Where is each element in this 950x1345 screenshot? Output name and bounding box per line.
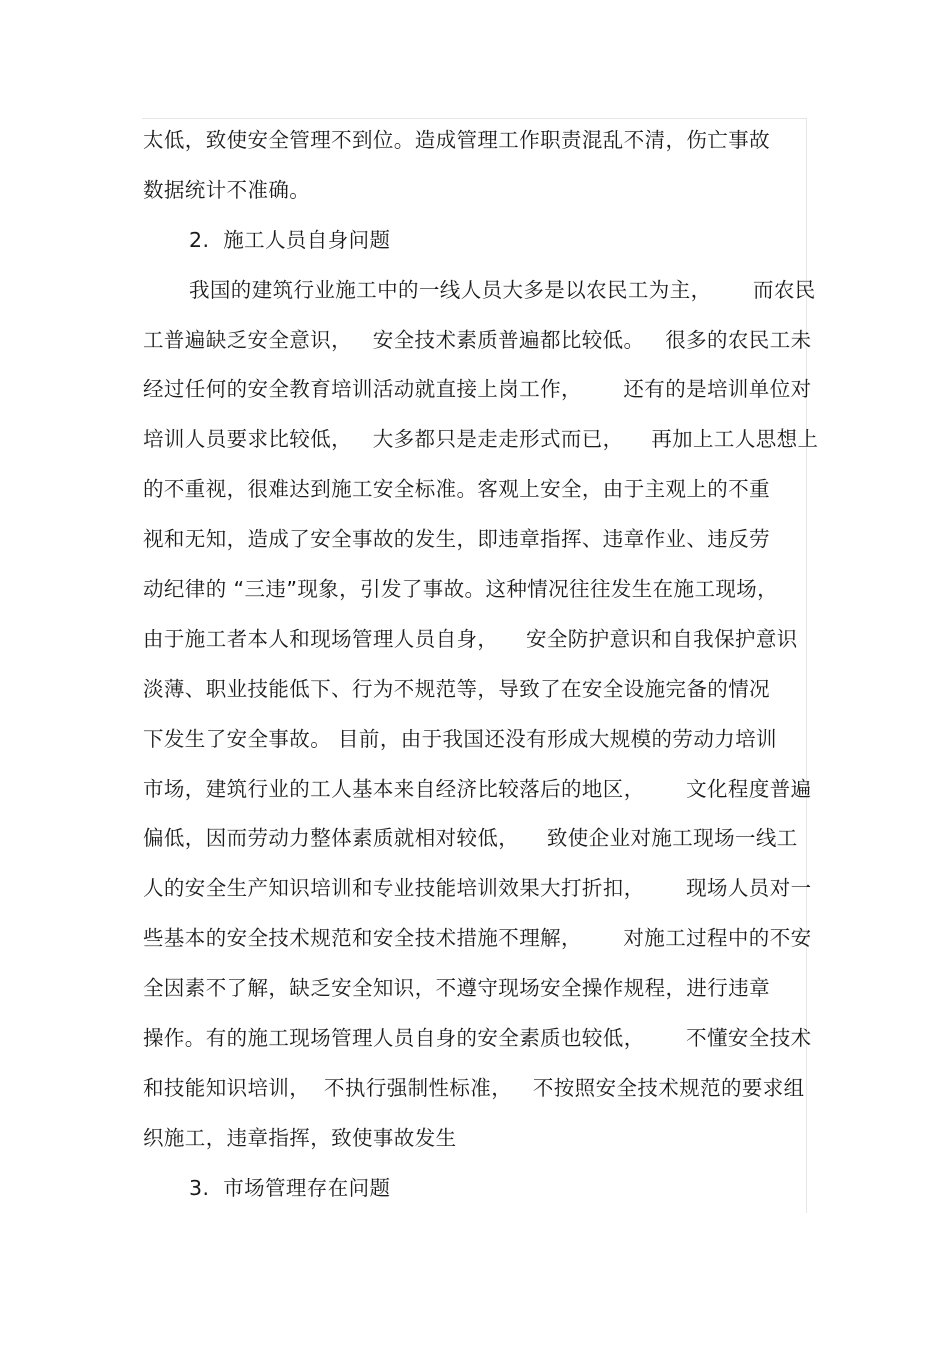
text-line: 织施工，违章指挥，致使事故发生 [143,1125,457,1150]
text-line: 太低，致使安全管理不到位。造成管理工作职责混乱不清，伤亡事故 [143,128,770,152]
text-line: 市场，建筑行业的工人基本来自经济比较落后的地区， 文化程度普遍 [143,776,812,801]
text-line: 淡薄、职业技能低下、行为不规范等，导致了在安全设施完备的情况 [143,676,770,701]
text-line: 全因素不了解，缺乏安全知识，不遵守现场安全操作规程，进行违章 [143,976,770,1001]
section-heading-2: 2. 施工人员自身问题 [189,227,391,252]
text-line: 数据统计不准确。 [143,177,311,202]
text-line: 经过任何的安全教育培训活动就直接上岗工作， 还有的是培训单位对 [143,377,812,402]
text-line: 动纪律的 “三违”现象，引发了事故。这种情况往往发生在施工现场， [143,577,779,602]
text-line: 下发生了安全事故。 目前，由于我国还没有形成大规模的劳动力培训 [143,726,777,751]
section-heading-3: 3. 市场管理存在问题 [189,1175,391,1200]
text-line: 些基本的安全技术规范和安全技术措施不理解， 对施工过程中的不安 [143,926,812,951]
text-line: 的不重视，很难达到施工安全标准。客观上安全，由于主观上的不重 [143,477,770,502]
text-line: 和技能知识培训， 不执行强制性标准， 不按照安全技术规范的要求组 [143,1075,805,1100]
text-line: 工普遍缺乏安全意识， 安全技术素质普遍都比较低。 很多的农民工未 [143,327,812,352]
document-body [143,116,823,1214]
text-line: 视和无知，造成了安全事故的发生，即违章指挥、违章作业、违反劳 [143,527,770,552]
paragraph-start: 我国的建筑行业施工中的一线人员大多是以农民工为主， 而农民 [189,277,816,302]
text-line: 操作。有的施工现场管理人员自身的安全素质也较低， 不懂安全技术 [143,1026,812,1051]
text-line: 人的安全生产知识培训和专业技能培训效果大打折扣， 现场人员对一 [143,876,812,901]
text-line: 由于施工者本人和现场管理人员自身， 安全防护意识和自我保护意识 [143,626,798,651]
text-line: 培训人员要求比较低， 大多都只是走走形式而已， 再加上工人思想上 [143,427,819,452]
text-line: 偏低，因而劳动力整体素质就相对较低， 致使企业对施工现场一线工 [143,826,798,851]
